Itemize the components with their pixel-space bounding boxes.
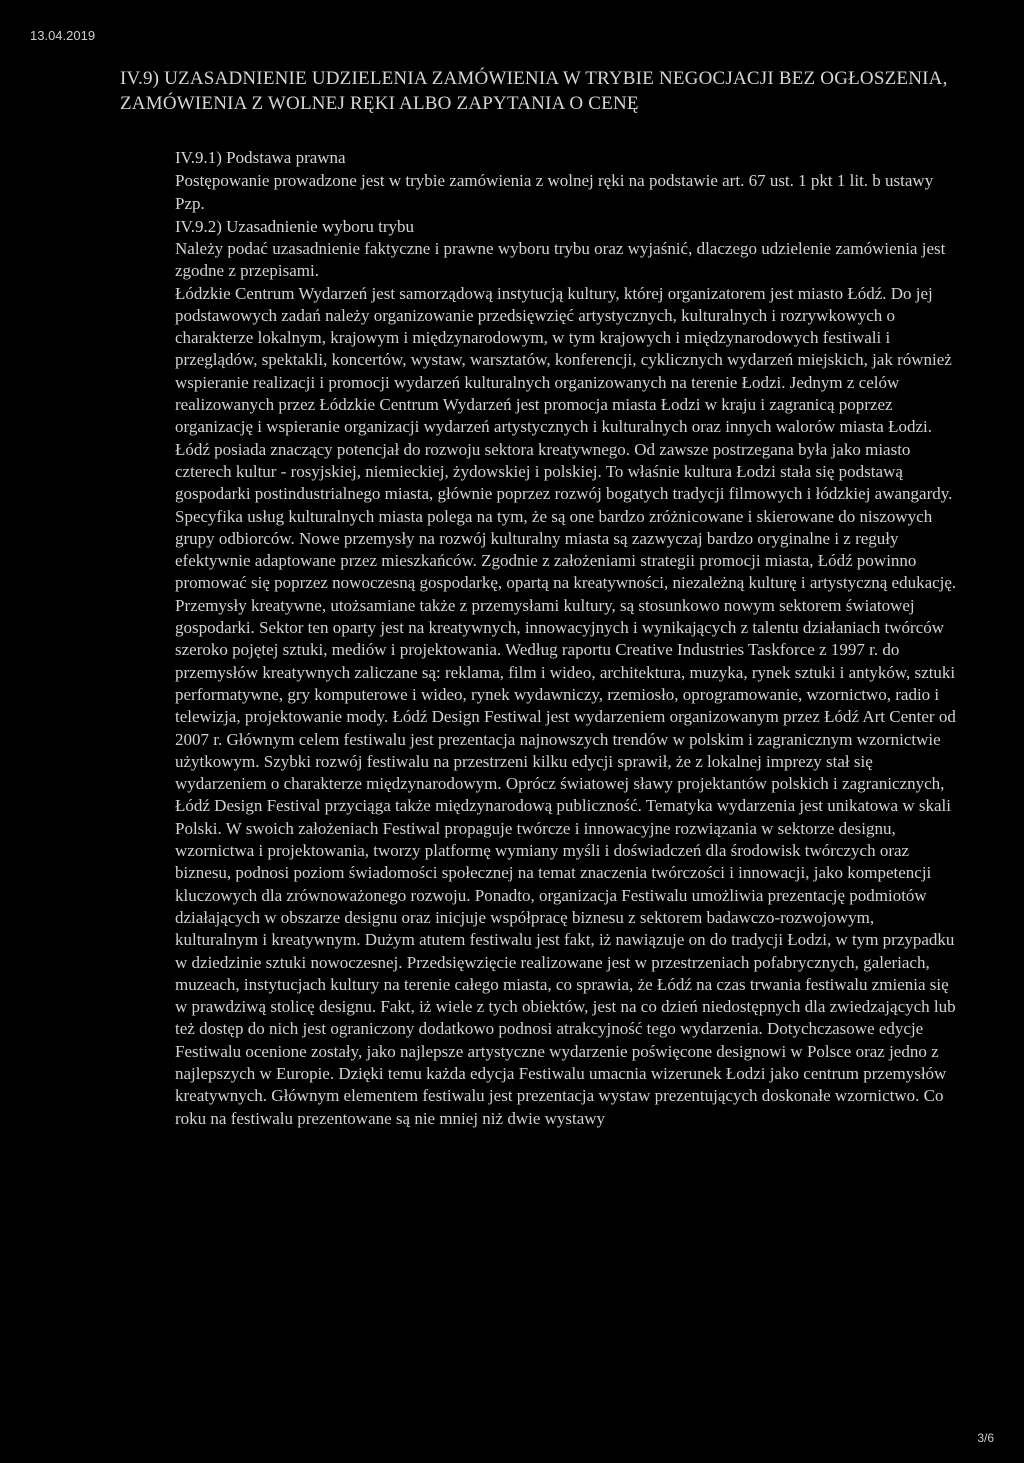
justification-text: Łódzkie Centrum Wydarzeń jest samorządową instytucją kultury, której organizatorem jest miasto Łódź. Do jej podstawowych zadań należy organizowanie przedsięwzięć artystycznych, kulturalnych i rozrywkowych o charakterze lokalnym, krajowym i międzynarodowym, w tym krajowych i międzynarodowych festiwali i przeglądów, spektakli, koncertów, wystaw, warsztatów, konferencji, cyklicznych wydarzeń miejskich, jak również wspieranie realizacji i promocji wydarzeń kulturalnych organizowanych na terenie Łodzi. Jednym z celów realizowanych przez Łódzkie Centrum Wydarzeń jest promocja miasta Łodzi w kraju i zagranicą poprzez organizację i wspieranie organizacji wydarzeń artystycznych i kulturalnych oraz innych walorów miasta Łodzi. Łódź posiada znaczący potencjał do rozwoju sektora kreatywnego. Od zawsze postrzegana była jako miasto czterech kultur - rosyjskiej, niemieckiej, żydowskiej i polskiej. To właśnie kultura Łodzi stała się podstawą gospodarki postindustrialnego miasta, głównie poprzez rozwój bogatych tradycji filmowych i łódzkiej awangardy. Specyfika usług kulturalnych miasta polega na tym, że są one bardzo zróżnicowane i skierowane do niszowych grupy odbiorców. Nowe przemysły na rozwój kulturalny miasta są zazwyczaj bardzo oryginalne i z reguły efektywnie adaptowane przez mieszkańców. Zgodnie z założeniami strategii promocji miasta, Łódź powinno promować się poprzez nowoczesną gospodarkę, opartą na kreatywności, niezależną kulturę i artystyczną edukację. Przemysły kreatywne, utożsamiane także z przemysłami kultury, są stosunkowo nowym sektorem światowej gospodarki. Sektor ten oparty jest na kreatywnych, innowacyjnych i wynikających z talentu działaniach twórców szeroko pojętej sztuki, mediów i projektowania. Według raportu Creative Industries Taskforce z 1997 r. do przemysłów kreatywnych zaliczane są: reklama, film i wideo, architektura, muzyka, rynek sztuki i antyków, sztuki performatywne, gry komputerowe i wideo, rynek wydawniczy, rzemiosło, oprogramowanie, wzornictwo, radio i telewizja, projektowanie mody. Łódź Design Festiwal jest wydarzeniem organizowanym przez Łódź Art Center od 2007 r. Głównym celem festiwalu jest prezentacja najnowszych trendów w polskim i zagranicznym wzornictwie użytkowym. Szybki rozwój festiwalu na przestrzeni kilku edycji sprawił, że z lokalnej imprezy stał się wydarzeniem o charakterze międzynarodowym. Oprócz światowej sławy projektantów polskich i zagranicznych, Łódź Design Festival przyciąga także międzynarodową publiczność. Tematyka wydarzenia jest unikatowa w skali Polski. W swoich założeniach Festiwal propaguje twórcze i innowacyjne rozwiązania w sektorze designu, wzornictwa i projektowania, tworzy platformę wymiany myśli i doświadczeń dla środowisk twórczych oraz biznesu, podnosi poziom świadomości społecznej na temat znaczenia twórczości i innowacji, jako kompetencji kluczowych dla zrównoważonego rozwoju. Ponadto, organizacja Festiwalu umożliwia prezentację podmiotów działających w obszarze designu oraz inicjuje współpracę biznesu z sektorem badawczo-rozwojowym, kulturalnym i kreatywnym. Dużym atutem festiwalu jest fakt, iż nawiązuje on do tradycji Łodzi, w tym przypadku w dziedzinie sztuki nowoczesnej. Przedsięwzięcie realizowane jest w przestrzeniach pofabrycznych, galeriach, muzeach, instytucjach kultury na terenie całego miasta, co sprawia, że Łódź na czas trwania festiwalu zmienia się w prawdziwą stolicę designu. Fakt, iż wiele z tych obiektów, jest na co dzień niedostępnych dla zwiedzających lub też dostęp do nich jest ograniczony dodatkowo podnosi atrakcyjność tego wydarzenia. Dotychczasowe edycje Festiwalu ocenione zostały, jako najlepsze artystyczne wydarzenie poświęcone designowi w Polsce oraz jedno z najlepszych w Europie. Dzięki temu każda edycja Festiwalu umacnia wizerunek Łodzi jako centrum przemysłów kreatywnych. Głównym elementem festiwalu jest prezentacja wystaw prezentujących doskonałe wzornictwo. Co roku na festiwalu prezentowane są nie mniej niż dwie wystawy: [175, 283, 957, 1128]
print-date: 13.04.2019: [30, 28, 96, 43]
justification-section: [175, 238, 960, 1130]
legal-basis-text: Postępowanie prowadzone jest w trybie zamówienia z wolnej ręki na podstawie art. 67 ust. 1 pkt 1 lit. b ustawy Pzp.: [175, 171, 934, 213]
page-number: 3/6: [977, 1431, 994, 1445]
justification-title: IV.9.2) Uzasadnienie wyboru trybu: [175, 217, 415, 236]
section-heading: IV.9) UZASADNIENIE UDZIELENIA ZAMÓWIENIA W TRYBIE NEGOCJACJI BEZ OGŁOSZENIA, ZAMÓWIENIA Z WOLNEJ RĘKI ALBO ZAPYTANIA O CENĘ: [120, 68, 948, 114]
legal-basis-section: [175, 146, 960, 238]
legal-basis-title: IV.9.1) Podstawa prawna: [175, 148, 346, 167]
justification-instruction: Należy podać uzasadnienie faktyczne i prawne wyboru trybu oraz wyjaśnić, dlaczego udzielenie zamówienia jest zgodne z przepisami.: [175, 239, 946, 281]
